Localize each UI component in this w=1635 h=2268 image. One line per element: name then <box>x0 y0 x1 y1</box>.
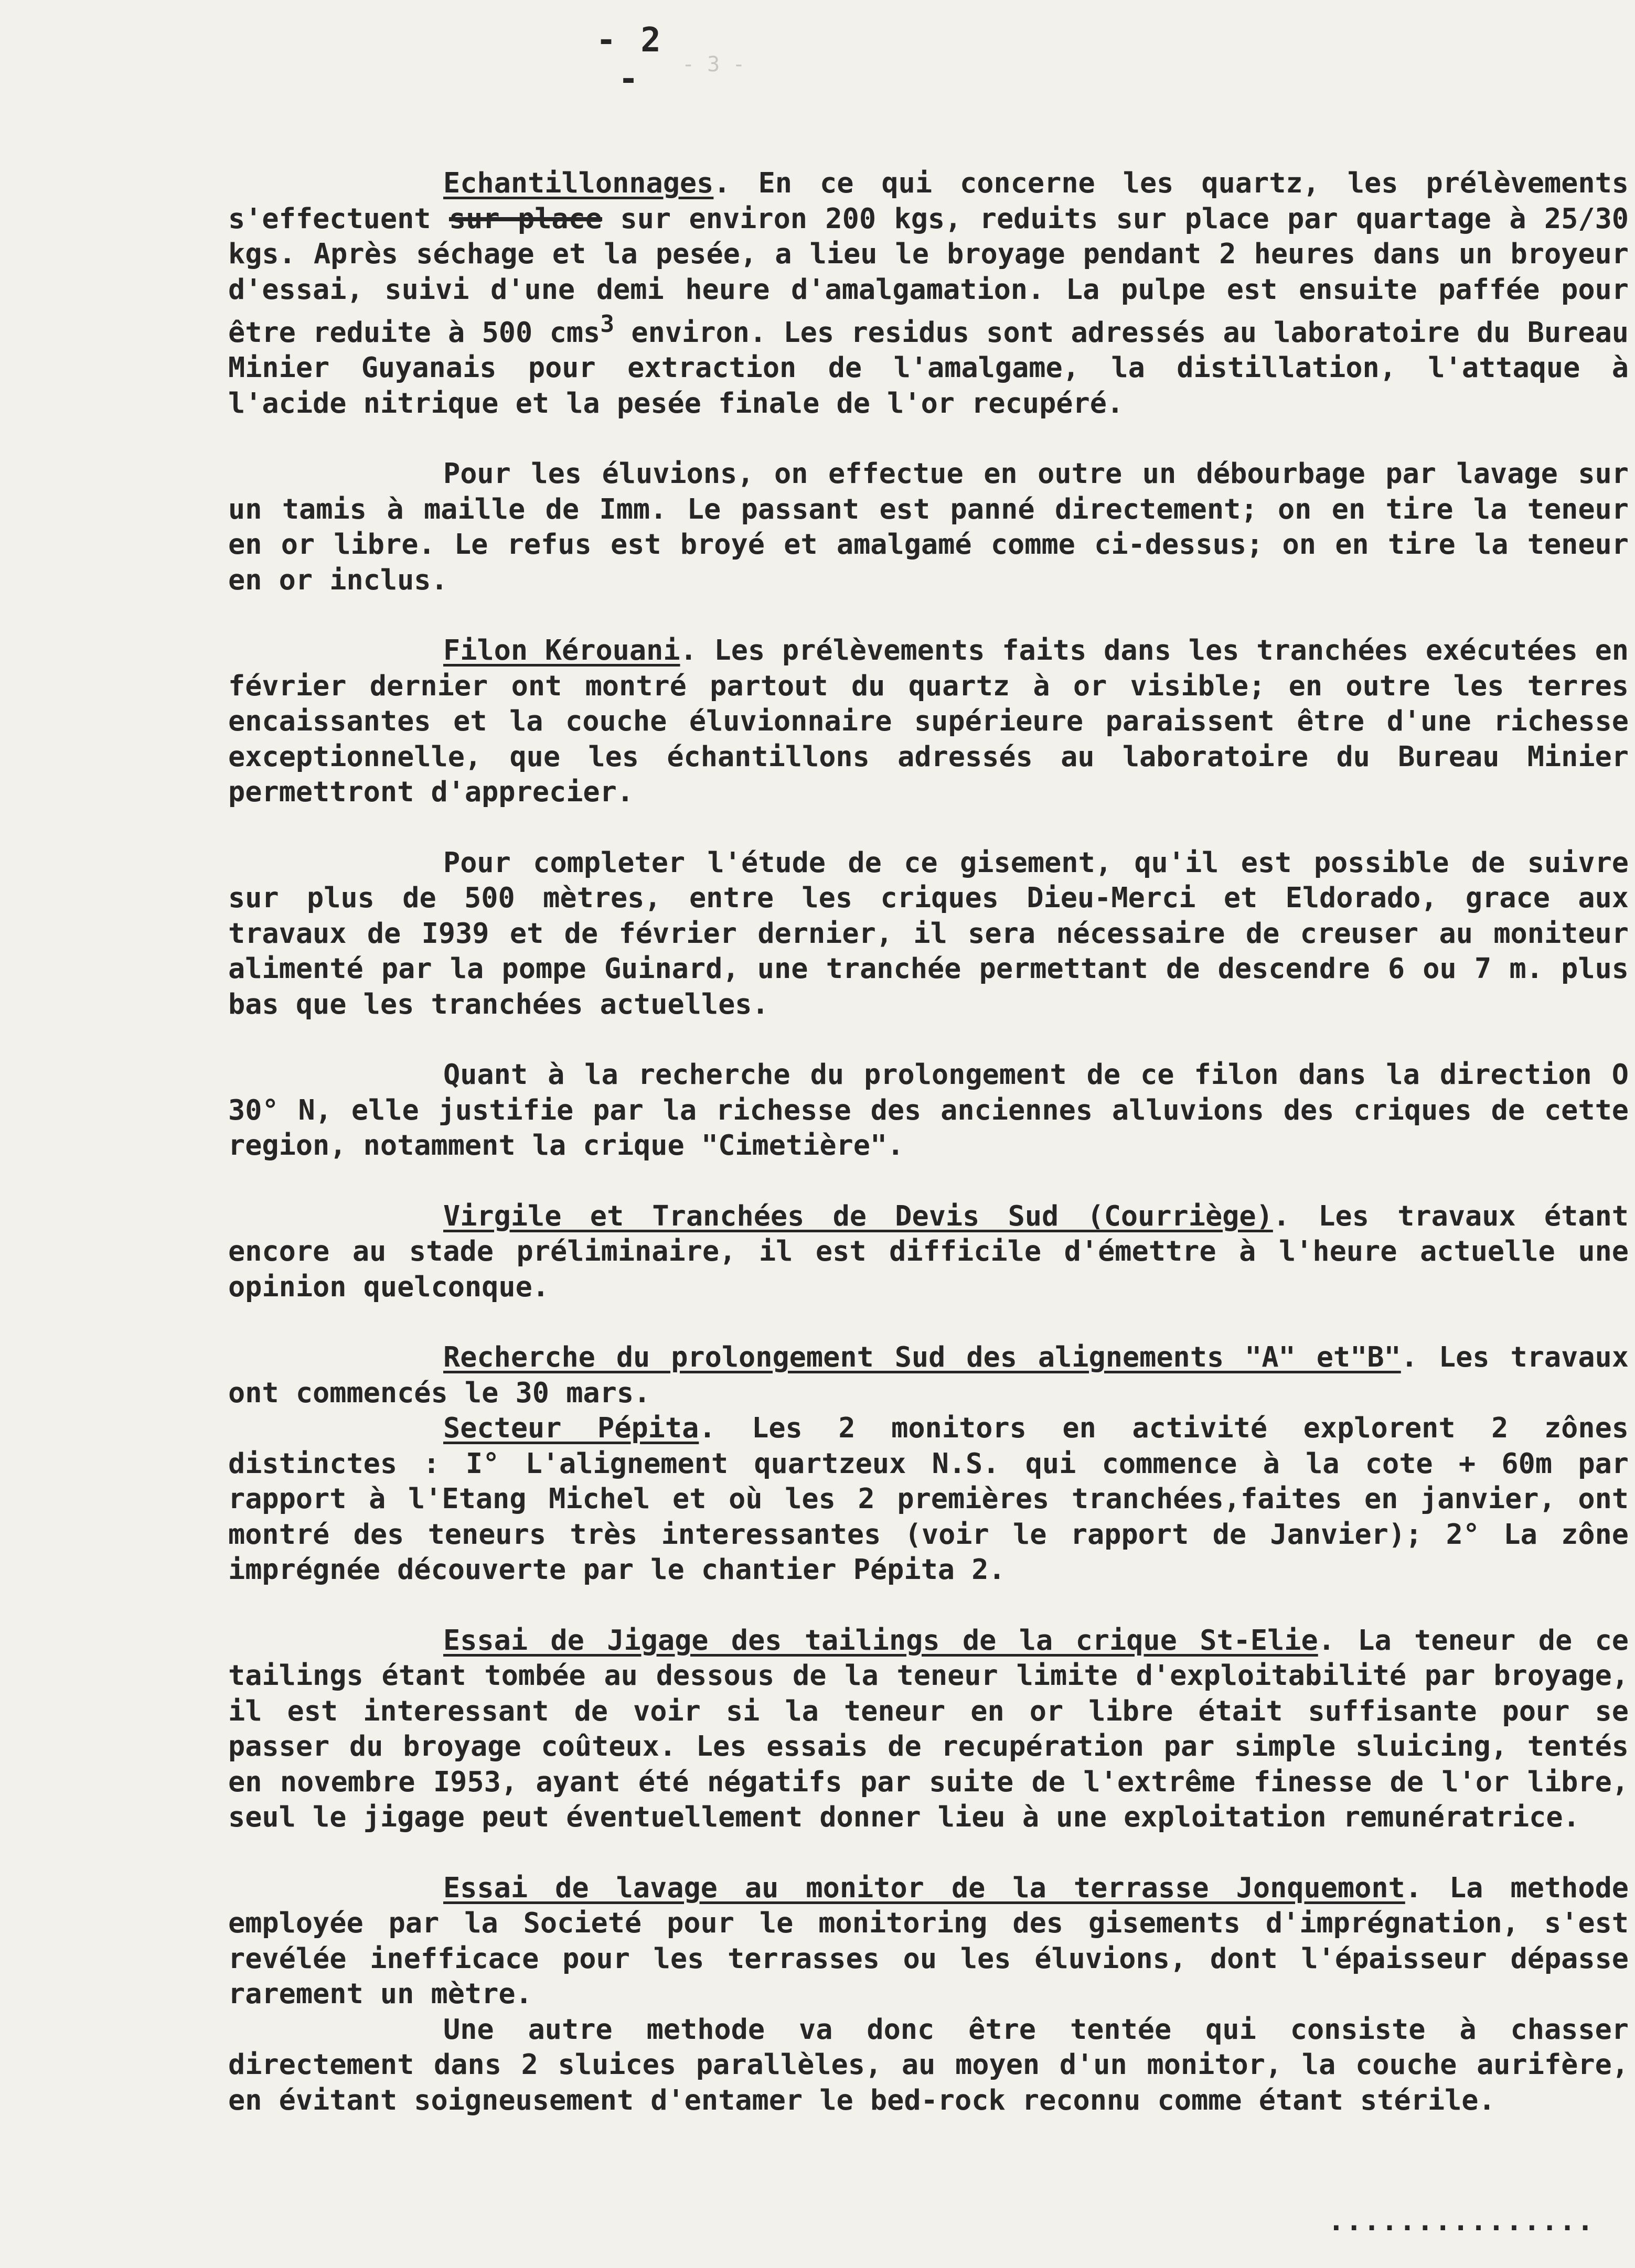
paragraph-autre-methode <box>228 2012 1629 2118</box>
paragraph-text: environ. Les residus sont adressés au laboratoire du Bureau Minier Guyanais pour extraction de l'amalgame, la distillation, l'attaque à l'acide nitrique et la pesée finale de l'or recupéré. <box>228 315 1629 420</box>
paragraph-completer <box>228 845 1629 1022</box>
continuation-dots: ............... <box>1328 2205 1595 2237</box>
paragraph-text: Pour les éluvions, on effectue en outre un débourbage par lavage sur un tamis à maille de Imm. Le passant est panné directement; on en tire la teneur en or libre. Le refus est broyé et amalgamé comme ci-dessus; on en tire la teneur en or inclus. <box>228 457 1629 596</box>
paragraph-text: . Les 2 monitors en activité explorent 2 zônes distinctes : I° L'alignement quartzeux N.S. qui commence à la cote + 60m par rapport à l'Etang Michel et où les 2 premières tranchées,faites en janvier, ont montré des teneurs très interessantes (voir le rapport de Janvier); 2° La zône imprégnée découverte par le chantier Pépita 2. <box>228 1411 1629 1586</box>
struck-text: sur place <box>448 201 603 235</box>
paragraph-lavage-monitor <box>228 1870 1629 2012</box>
paragraph-text: . La teneur de ce tailings étant tombée au dessous de la teneur limite d'exploitabilité par broyage, il est interessant de voir si la teneur en or libre était suffisante pour se passer du broyage coûteux. Les essais de recupération par simple sluicing, tentés en novembre I953, ayant été négatifs par suite de l'extrême finesse de l'or libre, seul le jigage peut éventuellement donner lieu à une exploitation remunératrice. <box>228 1623 1629 1834</box>
paragraph-eluvions <box>228 456 1629 597</box>
superscript: 3 <box>600 310 615 338</box>
section-title: Filon Kérouani <box>443 633 680 667</box>
paragraph-filon-kerouani <box>228 632 1629 810</box>
paragraph-virgile <box>228 1198 1629 1305</box>
paragraph-text: Une autre methode va donc être tentée qui consiste à chasser directement dans 2 sluices parallèles, au moyen d'un monitor, la couche aurifère, en évitant soigneusement d'entamer le bed-rock reconnu comme étant stérile. <box>228 2012 1629 2116</box>
paragraph-echantillonnages <box>228 165 1629 421</box>
paragraph-prolongement <box>228 1057 1629 1163</box>
paragraph-text: Quant à la recherche du prolongement de ce filon dans la direction O 30° N, elle justifie par la richesse des anciennes alluvions des criques de cette region, notamment la crique "Cimetière". <box>228 1058 1629 1162</box>
section-title: Secteur Pépita <box>443 1411 699 1445</box>
paragraph-text: sur environ 200 kgs, reduits sur place par quartage à 25/30 kgs. Après séchage et la pesée, a lieu le broyage pendant 2 heures dans un broyeur d'essai, suivi d'une demi heure d'amalgamation. La pulpe est ensuite paffée pour être reduite à 500 cms <box>228 201 1629 349</box>
paragraph-text: . Les prélèvements faits dans les tranchées exécutées en février dernier ont montré partout du quartz à or visible; en outre les terres encaissantes et la couche éluvionnaire supérieure paraissent être d'une richesse exceptionnelle, que les échantillons adressés au laboratoire du Bureau Minier permettront d'apprecier. <box>228 633 1629 809</box>
paragraph-text: . En ce qui concerne les quartz, les prélèvements s'effectuent <box>228 166 1629 235</box>
paragraph-text: . Les travaux étant encore au stade préliminaire, il est difficile d'émettre à l'heure actuelle une opinion quelconque. <box>228 1199 1629 1303</box>
ghost-header: - 3 - <box>682 52 745 77</box>
paragraph-jigage <box>228 1622 1629 1835</box>
section-title: Echantillonnages <box>443 166 714 199</box>
page-number: - 2 - <box>596 21 663 99</box>
section-title: Essai de lavage au monitor de la terrasse Jonquemont <box>443 1871 1405 1904</box>
paragraph-text: . Les travaux ont commencés le 30 mars. <box>228 1340 1629 1409</box>
section-title: Essai de Jigage des tailings de la crique St-Elie <box>443 1623 1318 1657</box>
paragraph-recherche-sud <box>228 1339 1629 1410</box>
section-title: Recherche du prolongement Sud des alignements "A" et"B" <box>443 1340 1401 1374</box>
paragraph-text: . La methode employée par la Societé pour le monitoring des gisements d'imprégnation, s'est revélée inefficace pour les terrasses ou les éluvions, dont l'épaisseur dépasse rarement un mètre. <box>228 1871 1629 2011</box>
document-body <box>228 165 1629 2117</box>
section-title: Virgile et Tranchées de Devis Sud (Courriège) <box>443 1199 1273 1232</box>
paragraph-secteur-pepita <box>228 1410 1629 1587</box>
paragraph-text: Pour completer l'étude de ce gisement, qu'il est possible de suivre sur plus de 500 mètres, entre les criques Dieu-Merci et Eldorado, grace aux travaux de I939 et de février dernier, il sera nécessaire de creuser au moniteur alimenté par la pompe Guinard, une tranchée permettant de descendre 6 ou 7 m. plus bas que les tranchées actuelles. <box>228 845 1629 1020</box>
